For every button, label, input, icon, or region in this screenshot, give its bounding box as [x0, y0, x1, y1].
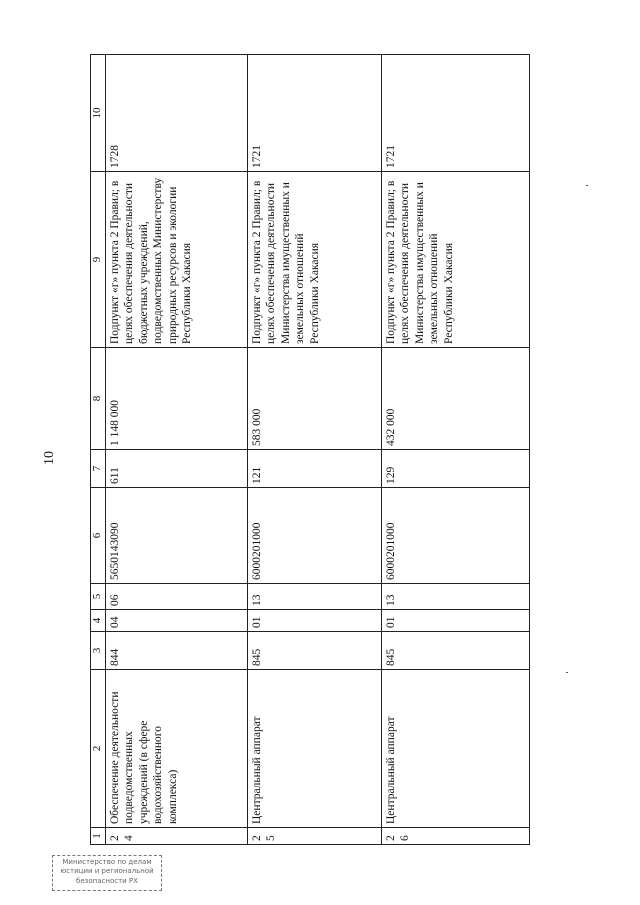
header-cell-5: 5	[91, 584, 106, 610]
header-cell-10: 10	[91, 55, 106, 172]
stamp-line-3: безопасности РХ	[76, 876, 138, 885]
table-row	[106, 55, 248, 845]
header-cell-4: 4	[91, 610, 106, 632]
budget-table	[90, 54, 530, 845]
header-cell-7: 7	[91, 450, 106, 488]
subsection-cell: 13	[382, 584, 530, 610]
row-number-cell: 26	[382, 828, 530, 845]
header-cell-9: 9	[91, 172, 106, 348]
header-cell-8: 8	[91, 348, 106, 450]
code-cell: 844	[106, 632, 248, 670]
page-number: 10	[42, 451, 57, 465]
amount-cell: 583 000	[248, 348, 382, 450]
stamp-line-1: Министерство по делам	[62, 858, 152, 866]
target-code-cell: 6000201000	[248, 488, 382, 584]
expense-type-cell: 129	[382, 450, 530, 488]
code-cell: 845	[382, 632, 530, 670]
header-cell-1: 1	[91, 828, 106, 845]
code-10-cell: 1721	[248, 55, 382, 172]
expense-type-cell: 611	[106, 450, 248, 488]
section-cell: 01	[382, 610, 530, 632]
rotated-table-container	[90, 55, 530, 845]
scan-speck	[586, 185, 588, 186]
subsection-cell: 06	[106, 584, 248, 610]
basis-cell: Подпункт «г» пункта 2 Правил; в целях обеспечения деятельности Министерства имущественных и земельных отношений Республики Хакасия	[382, 172, 530, 348]
name-cell: Центральный аппарат	[248, 670, 382, 828]
code-10-cell: 1728	[106, 55, 248, 172]
header-cell-6: 6	[91, 488, 106, 584]
row-number-cell: 25	[248, 828, 382, 845]
stamp-line-2: юстиции и региональной	[60, 867, 154, 876]
target-code-cell: 5650143090	[106, 488, 248, 584]
table-row	[248, 55, 382, 845]
basis-cell: Подпункт «г» пункта 2 Правил; в целях обеспечения деятельности Министерства имущественных и земельных отношений Республики Хакасия	[248, 172, 382, 348]
subsection-cell: 13	[248, 584, 382, 610]
header-cell-3: 3	[91, 632, 106, 670]
expense-type-cell: 121	[248, 450, 382, 488]
scan-speck	[566, 672, 568, 673]
basis-cell: Подпункт «г» пункта 2 Правил; в целях обеспечения деятельности бюджетных учреждений, подведомственных Министерству природных ресурсов и экологии Республики Хакасия	[106, 172, 248, 348]
code-cell: 845	[248, 632, 382, 670]
row-number-cell: 24	[106, 828, 248, 845]
amount-cell: 1 148 000	[106, 348, 248, 450]
header-cell-2: 2	[91, 670, 106, 828]
table-header-row	[91, 55, 106, 845]
name-cell: Обеспечение деятельности подведомственных учреждений (в сфере водохозяйственного комплекса)	[106, 670, 248, 828]
table-row	[382, 55, 530, 845]
section-cell: 01	[248, 610, 382, 632]
amount-cell: 432 000	[382, 348, 530, 450]
document-table-area	[90, 55, 530, 845]
name-cell: Центральный аппарат	[382, 670, 530, 828]
code-10-cell: 1721	[382, 55, 530, 172]
section-cell: 04	[106, 610, 248, 632]
target-code-cell: 6000201000	[382, 488, 530, 584]
registration-stamp	[52, 855, 162, 891]
